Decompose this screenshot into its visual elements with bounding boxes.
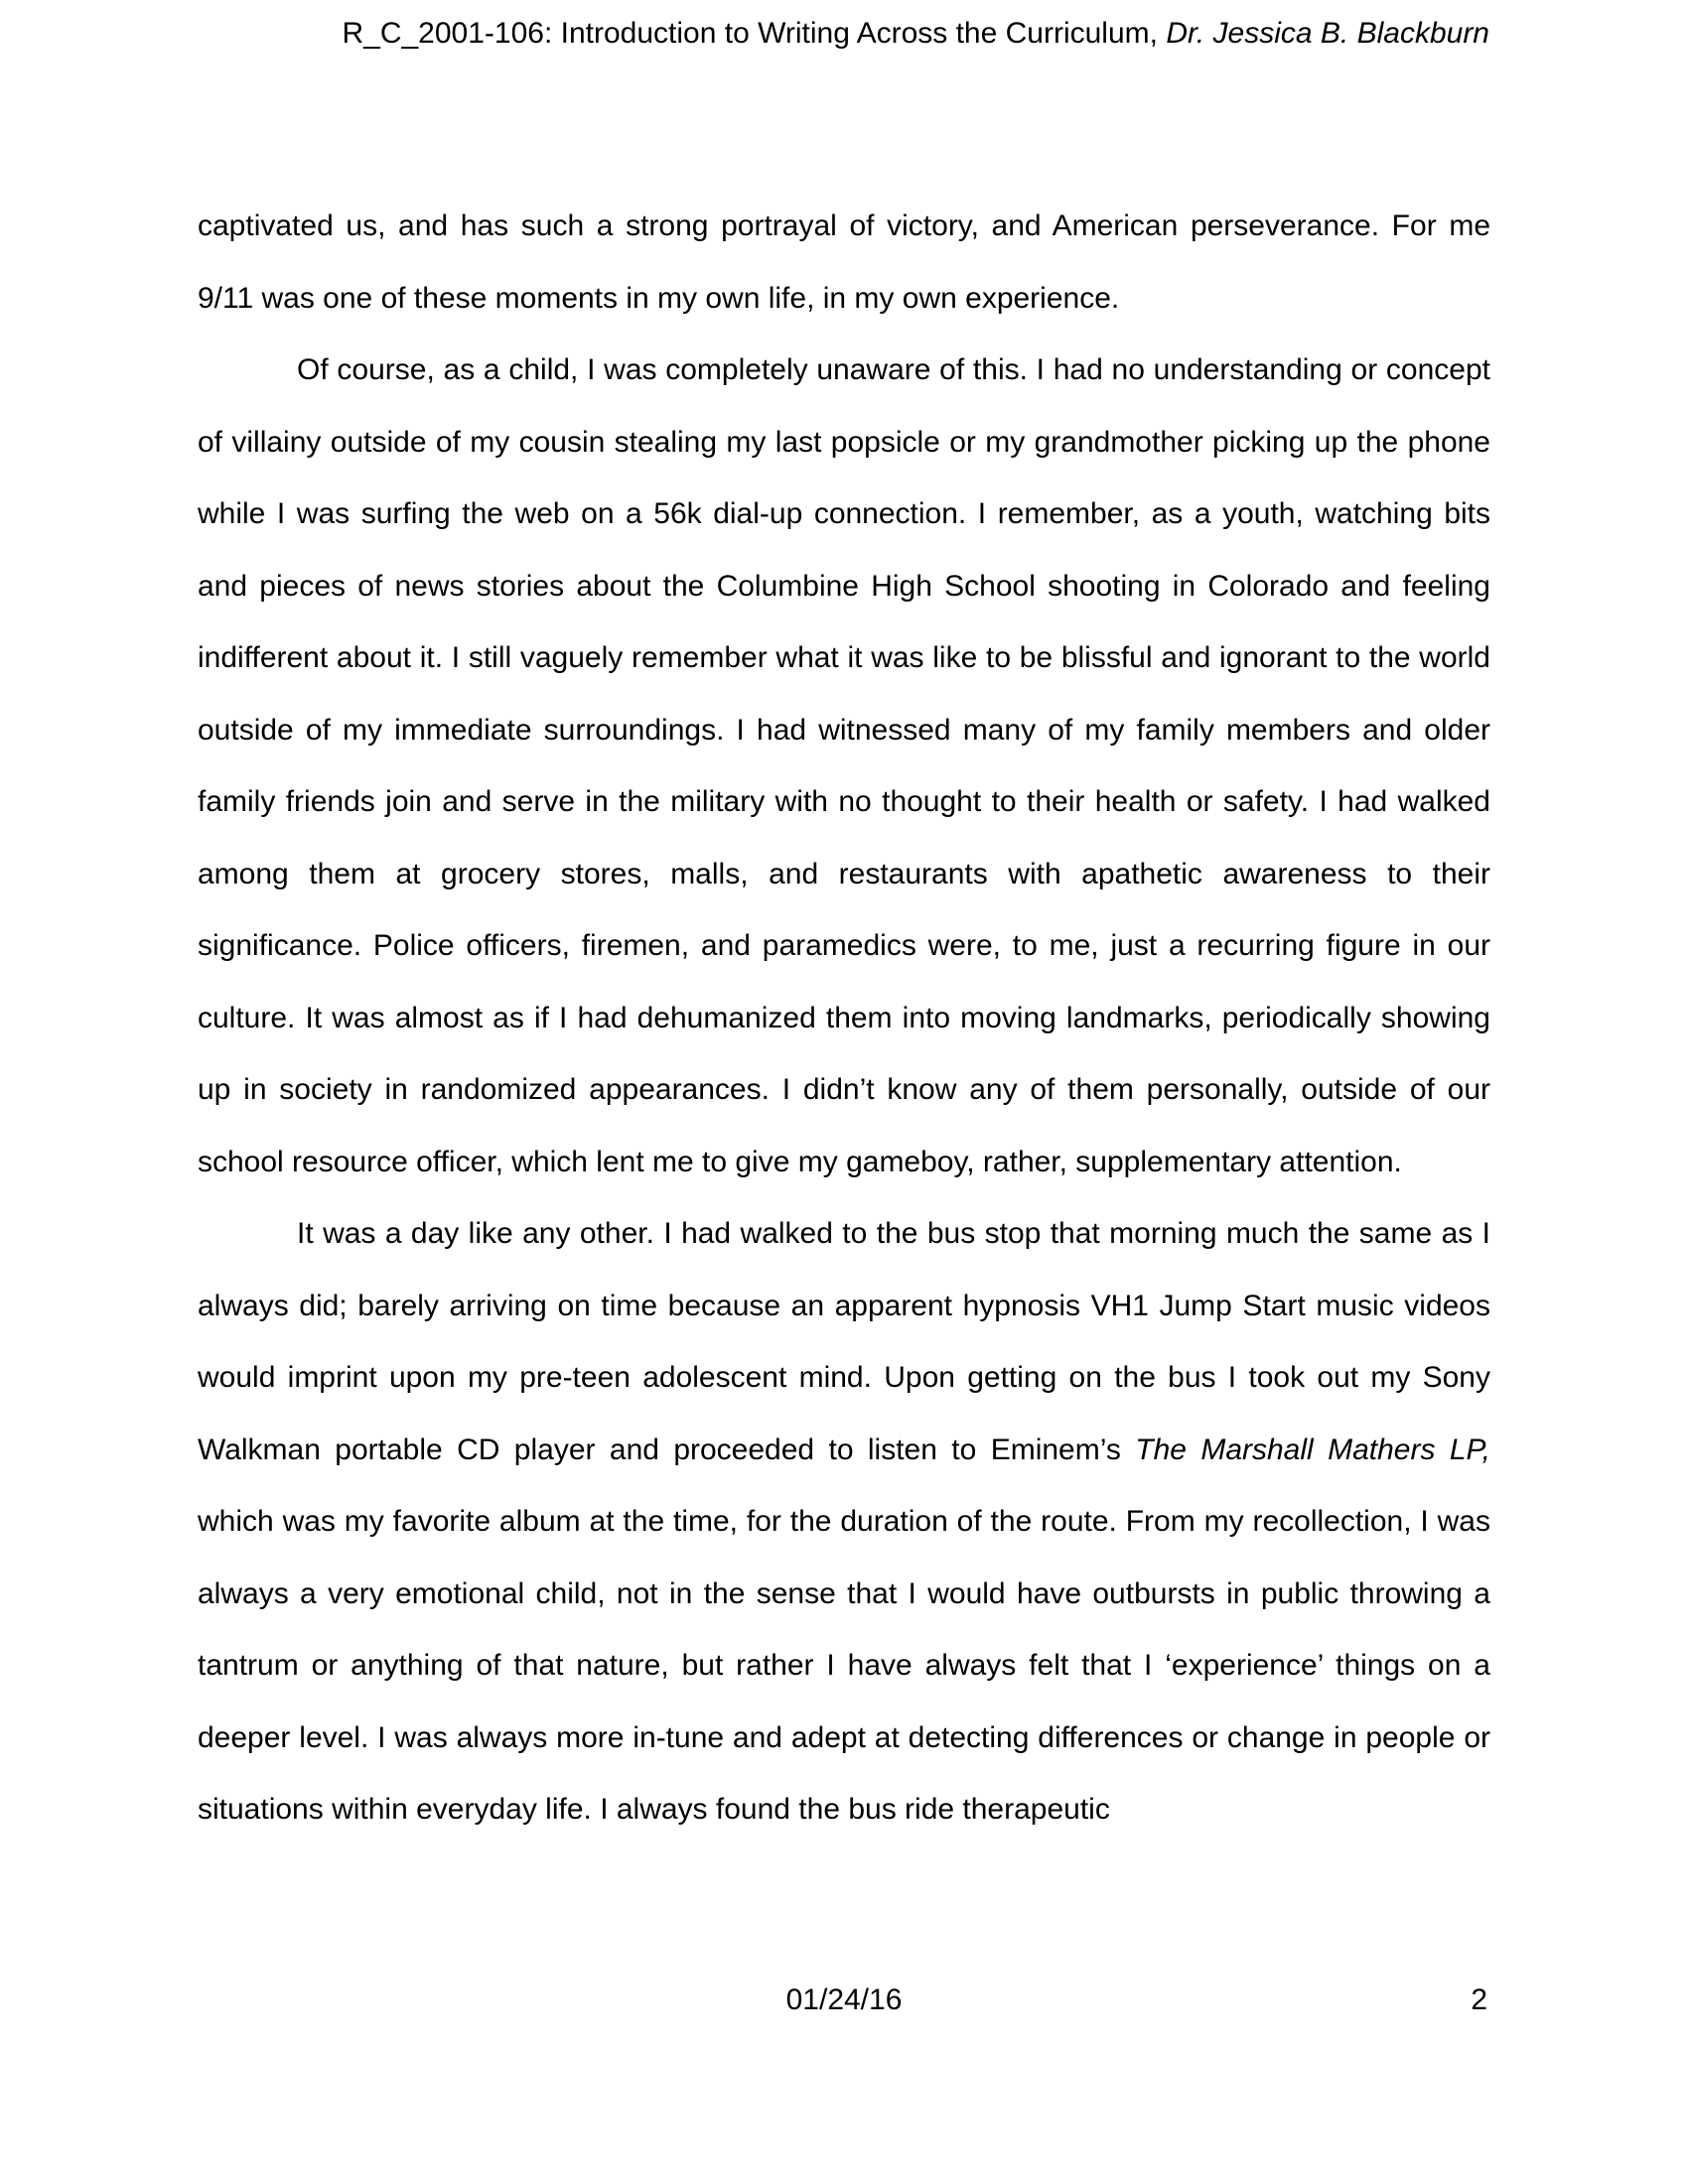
running-header <box>342 14 1489 54</box>
paragraph-bus-day-part-2: which was my favorite album at the time, for the duration of the route. From my recollection, I was always a very emotional child, not in the sense that I would have outbursts in public throwing a tantrum or anything of that nature, but rather I have always felt that I ‘experience’ things on a deeper level. I was always more in-tune and adept at detecting differences or change in people or situations within everyday life. I always found the bus ride therapeutic <box>198 1505 1490 1826</box>
body-text <box>198 191 1490 1846</box>
paragraph-continuation: captivated us, and has such a strong portrayal of victory, and American perseverance. For me 9/11 was one of these moments in my own life, in my own experience. <box>198 209 1490 315</box>
page-number: 2 <box>1471 1983 1487 2016</box>
paragraph-bus-day-part-1: It was a day like any other. I had walked to the bus stop that morning much the same as I always did; barely arriving on time because an apparent hypnosis VH1 Jump Start music videos would imprint upon my pre-teen adolescent mind. Upon getting on the bus I took out my Sony Walkman portable CD player and proceeded to listen to Eminem’s <box>198 1217 1490 1466</box>
paragraph-childhood: Of course, as a child, I was completely unaware of this. I had no understanding or concept of villainy outside of my cousin stealing my last popsicle or my grandmother picking up the phone while I was surfing the web on a 56k dial-up connection. I remember, as a youth, watching bits and pieces of news stories about the Columbine High School shooting in Colorado and feeling indifferent about it. I still vaguely remember what it was like to be blissful and ignorant to the world outside of my immediate surroundings. I had witnessed many of my family members and older family friends join and serve in the military with no thought to their health or safety. I had walked among them at grocery stores, malls, and restaurants with apathetic awareness to their significance. Police officers, firemen, and paramedics were, to me, just a recurring figure in our culture. It was almost as if I had dehumanized them into moving landmarks, periodically showing up in society in randomized appearances. I didn’t know any of them personally, outside of our school resource officer, which lent me to give my gameboy, rather, supplementary attention. <box>198 353 1490 1178</box>
paragraph-bus-day <box>198 1198 1490 1846</box>
header-course: R_C_2001-106: Introduction to Writing Across the Curriculum, <box>342 17 1167 50</box>
album-title: The Marshall Mathers LP, <box>1135 1433 1490 1466</box>
header-instructor: Dr. Jessica B. Blackburn <box>1166 17 1489 50</box>
footer-date: 01/24/16 <box>785 1983 903 2016</box>
